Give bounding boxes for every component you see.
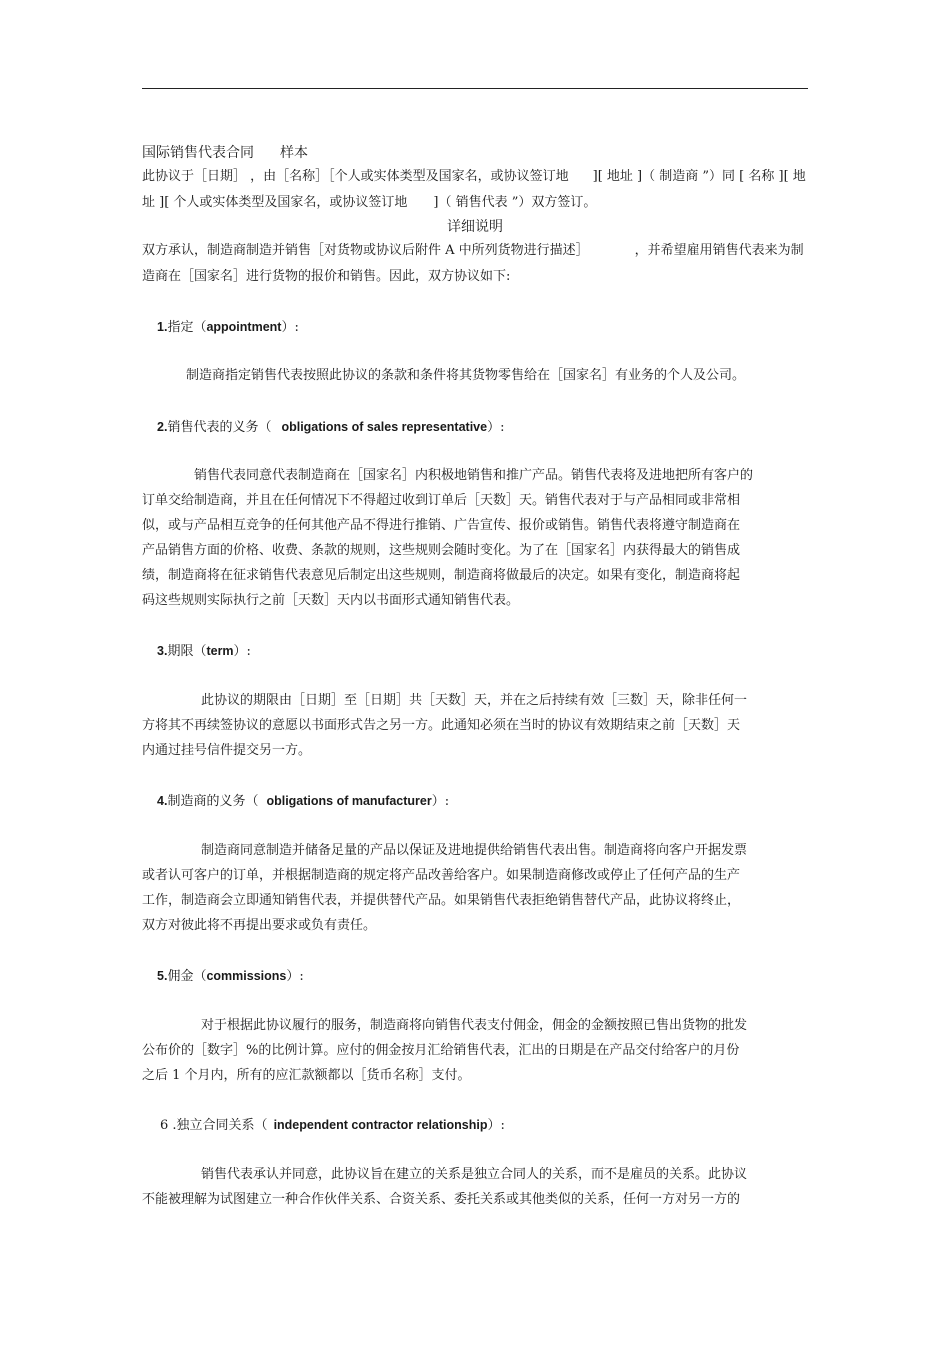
detail-heading: 详细说明 xyxy=(447,219,503,235)
section-2-line-6: 码这些规则实际执行之前［天数］天内以书面形式通知销售代表。 xyxy=(142,593,520,608)
section-3-line-3: 内通过挂号信件提交另一方。 xyxy=(142,743,312,758)
intro-line-2 xyxy=(142,195,596,211)
recital-text-1b: ，并希望雇用销售代表来为制 xyxy=(634,243,804,258)
title-suffix: 样本 xyxy=(280,145,308,161)
intro-text-2a: 址 ][ 个人或实体类型及国家名，或协议签订地 xyxy=(142,195,408,210)
section-5-line-3: 之后 1 个月内，所有的应汇款额都以［货币名称］支付。 xyxy=(142,1068,471,1083)
section-4-line-1: 制造商同意制造并储备足量的产品以保证及进地提供给销售代表出售。制造商将向客户开据发票 xyxy=(201,843,748,858)
section-heading-5: 5.佣金（commissions）: xyxy=(157,969,304,984)
section-heading-2: 2.销售代表的义务（ obligations of sales representative）: xyxy=(157,420,505,435)
section-1-line-1: 制造商指定销售代表按照此协议的条款和条件将其货物零售给在［国家名］有业务的个人及公司。 xyxy=(186,368,746,383)
recital-line-1 xyxy=(142,243,804,259)
section-3-line-2: 方将其不再续签协议的意愿以书面形式告之另一方。此通知必须在当时的协议有效期结束之前［天数］天 xyxy=(142,718,741,733)
section-4-line-3: 工作，制造商会立即通知销售代表，并提供替代产品。如果销售代表拒绝销售替代产品，此协议将终止， xyxy=(142,893,741,908)
intro-text-1b: ][ 地址 ]（ 制造商 ”）同 [ 名称 ][ 地 xyxy=(592,169,806,184)
section-4-line-2: 或者认可客户的订单，并根据制造商的规定将产品改善给客户。如果制造商修改或停止了任何产品的生产 xyxy=(142,868,741,883)
section-heading-1: 1.指定（appointment）: xyxy=(157,320,299,335)
section-6-line-1: 销售代表承认并同意，此协议旨在建立的关系是独立合同人的关系，而不是雇员的关系。此协议 xyxy=(201,1167,748,1182)
section-2-line-1: 销售代表同意代表制造商在［国家名］内积极地销售和推广产品。销售代表将及进地把所有客户的 xyxy=(194,468,754,483)
section-6-line-2: 不能被理解为试图建立一种合作伙伴关系、合资关系、委托关系或其他类似的关系，任何一方对另一方的 xyxy=(142,1192,741,1207)
intro-text-2b: ]（ 销售代表 ”）双方签订。 xyxy=(433,195,597,210)
section-5-line-1: 对于根据此协议履行的服务，制造商将向销售代表支付佣金，佣金的金额按照已售出货物的批发 xyxy=(201,1018,748,1033)
section-heading-4: 4.制造商的义务（ obligations of manufacturer）: xyxy=(157,794,450,809)
intro-line-1 xyxy=(142,169,806,185)
section-2-line-2: 订单交给制造商，并且在任何情况下不得超过收到订单后［天数］天。销售代表对于与产品相同或非常相 xyxy=(142,493,741,508)
section-2-line-3: 似，或与产品相互竞争的任何其他产品不得进行推销、广告宣传、报价或销售。销售代表将遵守制造商在 xyxy=(142,518,741,533)
document-title xyxy=(142,145,308,161)
section-2-line-4: 产品销售方面的价格、收费、条款的规则，这些规则会随时变化。为了在［国家名］内获得最大的销售成 xyxy=(142,543,741,558)
section-3-line-1: 此协议的期限由［日期］至［日期］共［天数］天，并在之后持续有效［三数］天，除非任何一 xyxy=(201,693,748,708)
intro-text-1a: 此协议于［日期］ ，由［名称］［个人或实体类型及国家名，或协议签订地 xyxy=(142,169,569,184)
section-5-line-2: 公布价的［数字］%的比例计算。应付的佣金按月汇给销售代表，汇出的日期是在产品交付给客户的月份 xyxy=(142,1043,740,1058)
section-4-line-4: 双方对彼此将不再提出要求或负有责任。 xyxy=(142,918,377,933)
header-rule xyxy=(142,88,808,89)
recital-line-2: 造商在［国家名］进行货物的报价和销售。因此，双方协议如下: xyxy=(142,269,511,284)
section-heading-3: 3.期限（term）: xyxy=(157,644,251,659)
section-2-line-5: 绩，制造商将在征求销售代表意见后制定出这些规则，制造商将做最后的决定。如果有变化，制造商将起 xyxy=(142,568,741,583)
section-heading-6: 6 .独立合同关系（ independent contractor relationship）: xyxy=(160,1118,505,1133)
title-text: 国际销售代表合同 xyxy=(142,145,254,161)
recital-text-1a: 双方承认，制造商制造并销售［对货物或协议后附件 A 中所列货物进行描述］ xyxy=(142,243,589,258)
